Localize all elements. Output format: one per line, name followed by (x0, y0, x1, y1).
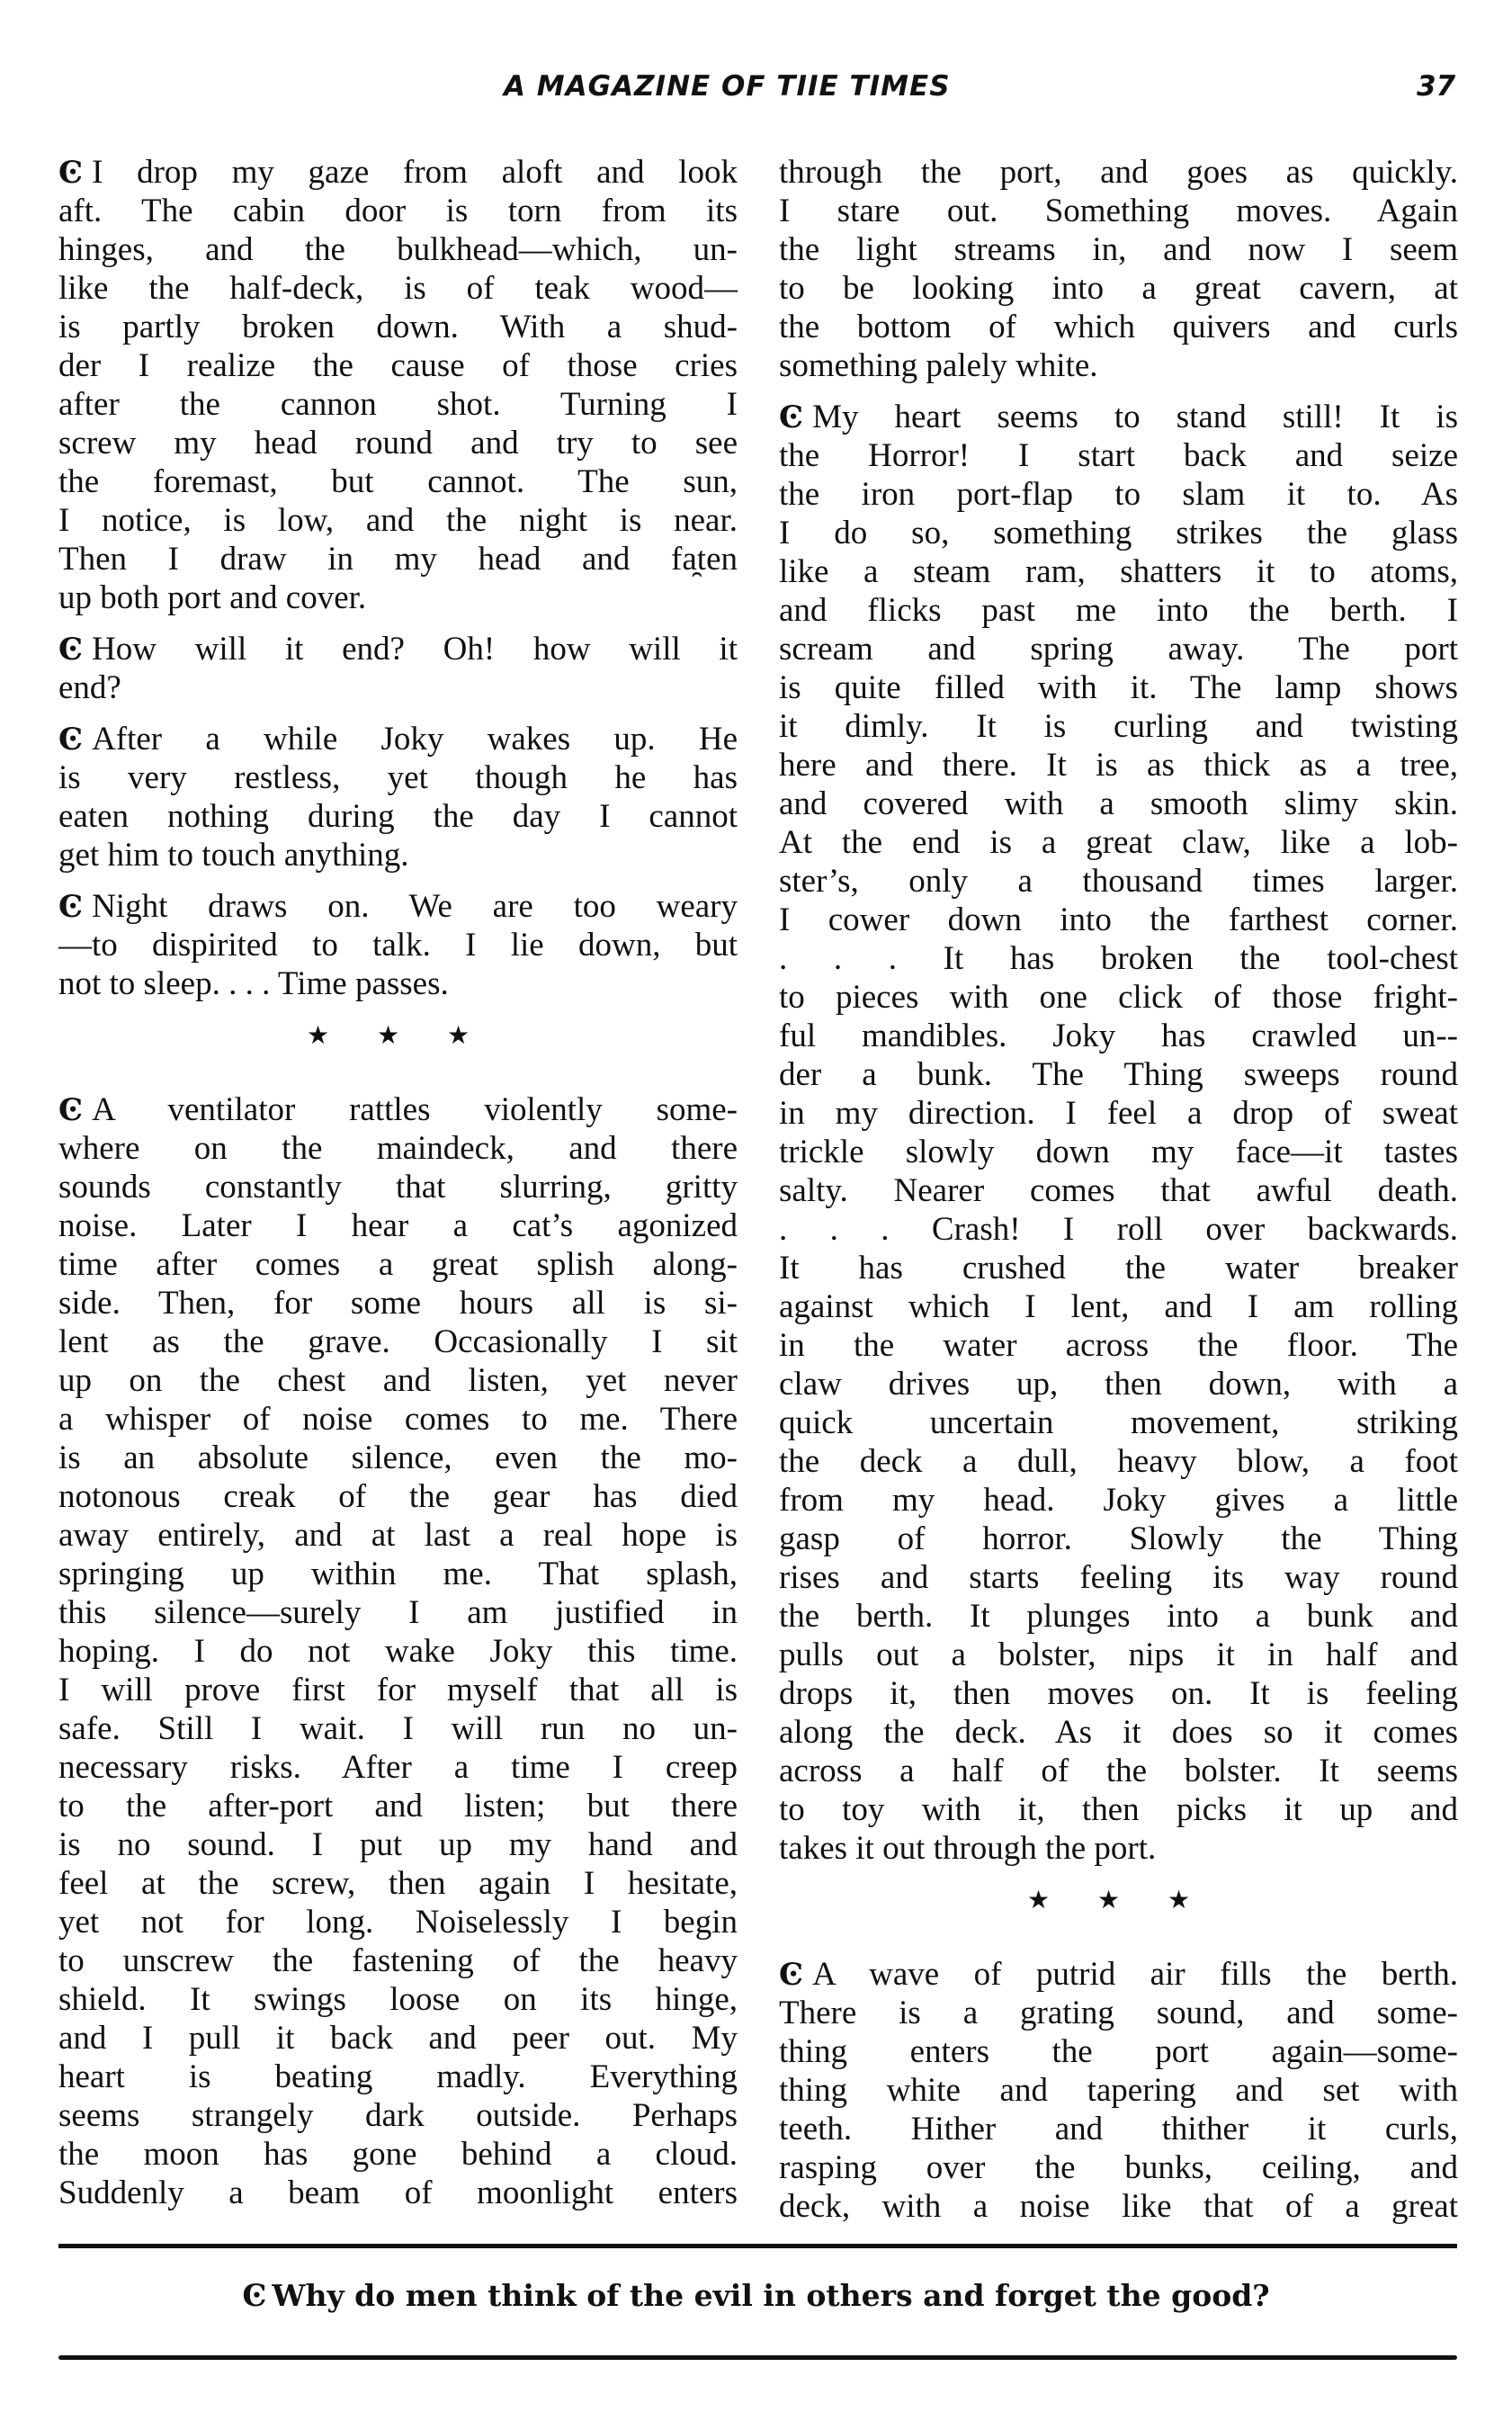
text-line-content: the moon has gone behind a cloud. (58, 2136, 738, 2173)
text-line-content: ful mandibles. Joky has crawled un-- (779, 1018, 1458, 1054)
text-line (779, 230, 1458, 269)
text-line (779, 398, 1458, 436)
text-line (779, 1790, 1458, 1829)
text-line-content: noise. Later I hear a cat’s agonized (58, 1207, 738, 1244)
text-line-content: I will prove first for myself that all is (58, 1672, 738, 1708)
text-line-content: seems strangely dark outside. Perhaps (58, 2097, 738, 2134)
text-line-content: where on the maindeck, and there (58, 1130, 738, 1167)
footer-quote-text: Why do men think of the evil in others and forget the good? (272, 2278, 1270, 2313)
text-line-content: rises and starts feeling its way round (779, 1559, 1458, 1596)
text-line (58, 2135, 738, 2174)
text-line (58, 720, 738, 758)
text-line-content: heart is beating madly. Everything (58, 2058, 738, 2095)
text-line (779, 1094, 1458, 1133)
text-line (58, 1361, 738, 1400)
article-paragraph (58, 720, 738, 874)
left-column (58, 153, 738, 2225)
text-line-content: it dimly. It is curling and twisting (779, 708, 1458, 745)
text-line-content: here and there. It is as thick as a tree, (779, 747, 1458, 784)
text-line (779, 1442, 1458, 1481)
text-line-content: this silence—surely I am justified in (58, 1594, 738, 1631)
text-line (58, 192, 738, 230)
text-line (779, 308, 1458, 346)
text-line-content: after the cannon shot. Turning I (58, 386, 738, 423)
text-line-content: I do so, something strikes the glass (779, 515, 1458, 551)
running-header: A MAGAZINE OF TIIE TIMES (504, 70, 951, 103)
text-line-content: end? (58, 669, 121, 706)
text-line-content: drops it, then moves on. It is feeling (779, 1675, 1458, 1712)
text-line-content: der a bunk. The Thing sweeps round (779, 1056, 1458, 1093)
text-line-content: and covered with a smooth slimy skin. (779, 785, 1458, 822)
text-line (58, 1168, 738, 1206)
text-line-content: lent as the grave. Occasionally I sit (58, 1323, 738, 1360)
text-line-content: My heart seems to stand still! It is (812, 399, 1458, 435)
text-line-content: quick uncertain movement, striking (779, 1404, 1458, 1441)
text-line (779, 1636, 1458, 1674)
text-line-content: At the end is a great claw, like a lob- (779, 824, 1458, 861)
text-line (779, 862, 1458, 901)
text-line-content: is partly broken down. With a shud- (58, 309, 738, 345)
text-line-content: hinges, and the bulkhead—which, un- (58, 231, 738, 268)
text-line (58, 758, 738, 797)
text-line-content: to the after-port and listen; but there (58, 1788, 738, 1825)
text-line-content: gasp of horror. Slowly the Thing (779, 1520, 1458, 1557)
text-line-content: from my head. Joky gives a little (779, 1482, 1458, 1519)
text-line (779, 978, 1458, 1017)
text-line-content: to be looking into a great cavern, at (779, 270, 1458, 307)
paragraph-mark-icon: Ͼ (58, 889, 84, 925)
text-line-content: A ventilator rattles violently some- (92, 1091, 738, 1128)
text-line (58, 153, 738, 192)
text-line (779, 1674, 1458, 1713)
text-line (779, 2148, 1458, 2187)
text-line-content: deck, with a noise like that of a great (779, 2188, 1458, 2225)
article-paragraph (779, 398, 1458, 1868)
text-line (779, 1171, 1458, 1210)
text-line (779, 436, 1458, 475)
text-line-content: A wave of putrid air fills the berth. (812, 1956, 1458, 1993)
text-line-content: thing enters the port again—some- (779, 2033, 1458, 2070)
section-break-stars: ★ ★ ★ (1026, 1885, 1211, 1914)
text-line (779, 707, 1458, 746)
text-line (779, 668, 1458, 707)
text-line-content: There is a grating sound, and some- (779, 1995, 1458, 2031)
text-line-content: a whisper of noise comes to me. There (58, 1401, 738, 1438)
text-line (779, 1558, 1458, 1597)
text-line-content: feel at the screw, then again I hesitate, (58, 1865, 738, 1902)
text-line-content: to unscrew the fastening of the heavy (58, 1942, 738, 1979)
text-line (58, 1709, 738, 1748)
text-line (58, 2096, 738, 2135)
text-line-content: scream and spring away. The port (779, 631, 1458, 668)
text-line (58, 1090, 738, 1129)
text-line-content: claw drives up, then down, with a (779, 1366, 1458, 1403)
text-line (58, 797, 738, 836)
text-line (58, 308, 738, 346)
text-line (58, 578, 738, 617)
text-line-content: against which I lent, and I am rolling (779, 1288, 1458, 1325)
text-line (779, 939, 1458, 978)
text-line-content: salty. Nearer comes that awful death. (779, 1172, 1458, 1209)
bottom-rule-divider (58, 2355, 1457, 2360)
text-line-content: yet not for long. Noiselessly I begin (58, 1904, 738, 1941)
text-line (58, 1941, 738, 1980)
text-line (779, 153, 1458, 192)
text-line-content: . . . It has broken the tool-chest (779, 940, 1458, 977)
text-line (58, 540, 738, 578)
page-number: 37 (1417, 70, 1456, 103)
text-line-content: is quite filled with it. The lamp shows (779, 669, 1458, 706)
text-line (779, 1713, 1458, 1752)
paragraph-mark-icon: Ͼ (58, 1092, 84, 1128)
text-line (779, 2032, 1458, 2071)
text-line-content: to pieces with one click of those fright- (779, 979, 1458, 1016)
text-line-content: safe. Still I wait. I will run no un- (58, 1710, 738, 1747)
text-line-content: pulls out a bolster, nips it in half and (779, 1636, 1458, 1673)
text-line (58, 1323, 738, 1361)
text-line-content: the deck a dull, heavy blow, a foot (779, 1443, 1458, 1480)
text-line-content: across a half of the bolster. It seems (779, 1753, 1458, 1789)
text-line (58, 1864, 738, 1903)
text-line (779, 192, 1458, 230)
text-line (58, 2019, 738, 2058)
text-line-content: time after comes a great splish along- (58, 1246, 738, 1283)
text-line (58, 1206, 738, 1245)
text-line (58, 964, 738, 1003)
text-line (779, 591, 1458, 630)
text-line (58, 1593, 738, 1632)
text-line-content: to toy with it, then picks it up and (779, 1791, 1458, 1828)
text-line (58, 2058, 738, 2096)
text-line-content: something palely white. (779, 347, 1098, 384)
text-line-content: along the deck. As it does so it comes (779, 1714, 1458, 1751)
text-line-content: is no sound. I put up my hand and (58, 1826, 738, 1863)
text-line-content: is an absolute silence, even the mo- (58, 1439, 738, 1476)
section-break-stars: ★ ★ ★ (306, 1020, 490, 1050)
text-line (58, 346, 738, 385)
footer-quote (0, 2278, 1512, 2314)
text-line (779, 1326, 1458, 1365)
article-paragraph (58, 1090, 738, 2212)
text-line-content: the Horror! I start back and seize (779, 437, 1458, 474)
text-line (779, 1133, 1458, 1171)
text-line (58, 1129, 738, 1168)
text-line-content: I drop my gaze from aloft and look (92, 154, 738, 191)
text-line-content: —to dispirited to talk. I lie down, but (58, 927, 738, 964)
text-line (779, 1287, 1458, 1326)
text-line-content: through the port, and goes as quickly. (779, 154, 1458, 191)
text-line-content: like the half-deck, is of teak wood— (58, 270, 738, 307)
text-line (58, 1903, 738, 1941)
text-line (779, 1994, 1458, 2032)
text-line (58, 1400, 738, 1439)
text-line (58, 1439, 738, 1477)
text-line-content: eaten nothing during the day I cannot (58, 798, 738, 835)
text-line-content: I stare out. Something moves. Again (779, 193, 1458, 229)
text-line (58, 385, 738, 424)
text-line (58, 462, 738, 501)
text-line (779, 269, 1458, 308)
paragraph-mark-icon: Ͼ (779, 1957, 804, 1993)
text-line-content: Suddenly a beam of moonlight enters (58, 2174, 738, 2211)
text-line-content: springing up within me. That splash, (58, 1556, 738, 1592)
text-line (779, 630, 1458, 668)
text-line (58, 1477, 738, 1516)
text-line-content: How will it end? Oh! how will it (92, 631, 738, 668)
text-line (58, 1671, 738, 1709)
paragraph-mark-icon: Ͼ (58, 722, 84, 758)
text-line (58, 926, 738, 964)
text-line (58, 630, 738, 668)
text-line-content: der I realize the cause of those cries (58, 347, 738, 384)
text-line (779, 1365, 1458, 1403)
text-line-content: not to sleep. . . . Time passes. (58, 965, 449, 1002)
text-line-content: thing white and tapering and set with (779, 2072, 1458, 2109)
text-line-content: takes it out through the port. (779, 1830, 1157, 1867)
text-line-content: sounds constantly that slurring, gritty (58, 1169, 738, 1206)
text-line (58, 1980, 738, 2019)
article-paragraph (58, 153, 738, 617)
text-line (779, 746, 1458, 785)
paragraph-mark-icon: Ͼ (58, 155, 84, 191)
article-paragraph (58, 630, 738, 707)
text-line-content: the berth. It plunges into a bunk and (779, 1598, 1458, 1635)
text-line (779, 1955, 1458, 1994)
text-line (779, 2110, 1458, 2148)
text-line (779, 1752, 1458, 1790)
text-line-content: the iron port-flap to slam it to. As (779, 476, 1458, 513)
text-line-content: get him to touch anything. (58, 837, 409, 874)
text-line (58, 1748, 738, 1787)
top-rule-divider (58, 2244, 1457, 2248)
text-line-content: Night draws on. We are too weary (92, 888, 738, 925)
text-line-content: hoping. I do not wake Joky this time. (58, 1633, 738, 1670)
text-line-content: trickle slowly down my face—it tastes (779, 1134, 1458, 1170)
text-line (779, 2187, 1458, 2226)
text-line-content: rasping over the bunks, ceiling, and (779, 2149, 1458, 2186)
text-line (779, 1017, 1458, 1055)
article-paragraph (779, 1955, 1458, 2226)
text-line-content: shield. It swings loose on its hinge, (58, 1981, 738, 2018)
text-line (58, 424, 738, 462)
text-line (779, 1597, 1458, 1636)
right-column (779, 153, 1458, 2238)
text-line-content: notonous creak of the gear has died (58, 1478, 738, 1515)
text-line (779, 785, 1458, 823)
text-line (779, 1520, 1458, 1558)
article-paragraph (779, 153, 1458, 385)
text-line-content: and I pull it back and peer out. My (58, 2020, 738, 2057)
text-line-content: I notice, is low, and the night is near. (58, 502, 738, 539)
text-line (779, 1829, 1458, 1868)
text-line (779, 346, 1458, 385)
text-line-content: like a steam ram, shatters it to atoms, (779, 553, 1458, 590)
text-line-content: Then I draw in my head and fa̯ten (58, 541, 738, 578)
text-line (58, 1516, 738, 1555)
text-line (58, 668, 738, 707)
text-line (779, 2071, 1458, 2110)
text-line (58, 230, 738, 269)
text-line (779, 552, 1458, 591)
text-line (779, 514, 1458, 552)
text-line-content: the bottom of which quivers and curls (779, 309, 1458, 345)
paragraph-mark-icon: Ͼ (779, 399, 804, 435)
text-line (779, 1055, 1458, 1094)
text-line (58, 269, 738, 308)
text-line (779, 1249, 1458, 1287)
text-line-content: away entirely, and at last a real hope is (58, 1517, 738, 1554)
text-line-content: the light streams in, and now I seem (779, 231, 1458, 268)
text-line (779, 823, 1458, 862)
text-line (779, 1403, 1458, 1442)
text-line-content: in my direction. I feel a drop of sweat (779, 1095, 1458, 1132)
paragraph-mark-icon: Ͼ (242, 2278, 267, 2314)
article-paragraph (58, 887, 738, 1003)
text-line-content: After a while Joky wakes up. He (92, 721, 738, 758)
text-line-content: I cower down into the farthest corner. (779, 901, 1458, 938)
text-line (58, 887, 738, 926)
text-line-content: and flicks past me into the berth. I (779, 592, 1458, 629)
text-line-content: in the water across the floor. The (779, 1327, 1458, 1364)
paragraph-mark-icon: Ͼ (58, 632, 84, 668)
text-line (58, 1555, 738, 1593)
text-line (58, 1632, 738, 1671)
text-line-content: ster’s, only a thousand times larger. (779, 863, 1458, 900)
text-line (779, 901, 1458, 939)
text-line (58, 2174, 738, 2212)
text-line-content: is very restless, yet though he has (58, 759, 738, 796)
text-line (58, 1825, 738, 1864)
text-line-content: up on the chest and listen, yet never (58, 1362, 738, 1399)
text-line (779, 1481, 1458, 1520)
text-line-content: screw my head round and try to see (58, 425, 738, 462)
text-line (58, 1787, 738, 1825)
text-line (779, 475, 1458, 514)
text-line-content: teeth. Hither and thither it curls, (779, 2111, 1458, 2148)
text-line-content: It has crushed the water breaker (779, 1250, 1458, 1287)
text-line-content: the foremast, but cannot. The sun, (58, 463, 738, 500)
text-line-content: . . . Crash! I roll over backwards. (779, 1211, 1458, 1248)
text-line (58, 501, 738, 540)
text-line (58, 1245, 738, 1284)
text-line (58, 836, 738, 874)
text-line-content: up both port and cover. (58, 579, 367, 616)
text-line (779, 1210, 1458, 1249)
text-line-content: aft. The cabin door is torn from its (58, 193, 738, 229)
text-line (58, 1284, 738, 1323)
text-line-content: necessary risks. After a time I creep (58, 1749, 738, 1786)
text-line-content: side. Then, for some hours all is si- (58, 1285, 738, 1322)
